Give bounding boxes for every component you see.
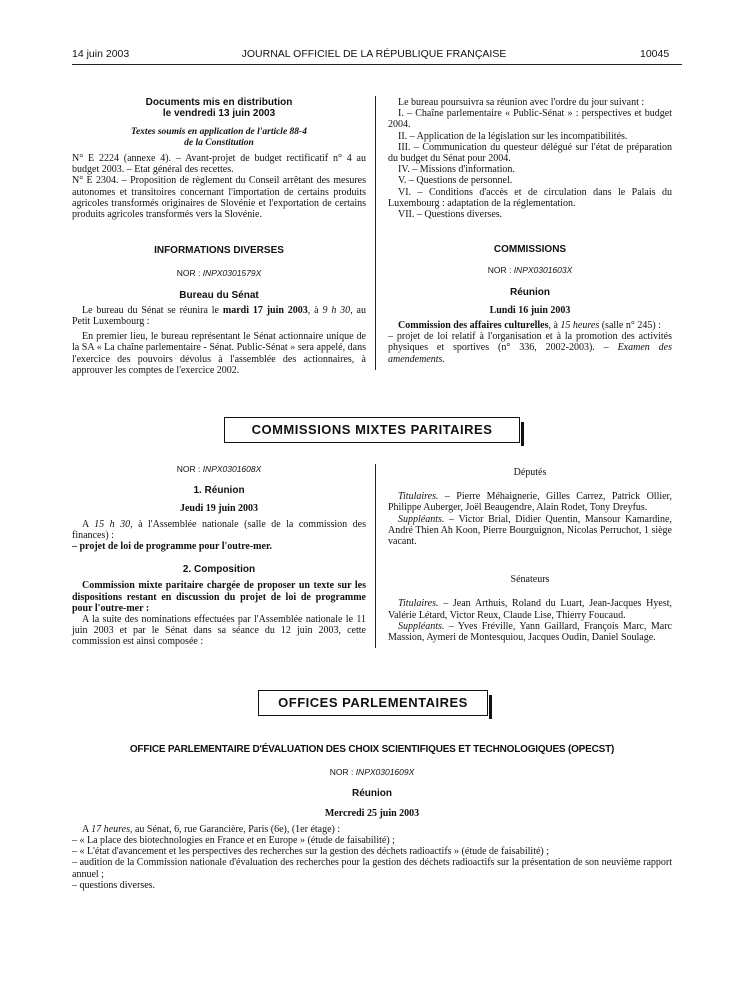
documents-subtitle-2: de la Constitution (184, 137, 254, 148)
text-bold: mardi 17 juin 2003 (222, 304, 308, 316)
agenda-item: IV. – Missions d'information. (398, 164, 515, 176)
informations-title: INFORMATIONS DIVERSES (154, 245, 284, 257)
documents-date: le vendredi 13 juin 2003 (162, 108, 276, 119)
cmp-composition-paragraph: A la suite des nominations effectuées par l'Assemblée nationale le 11 juin 2003 et par le Sénat dans sa séance du 12 juin 2003, cette commission est ainsi composée : (72, 614, 366, 648)
deputes-title: Députés (513, 467, 547, 478)
agenda-item: II. – Application de la législation sur les incompatibilités. (398, 130, 628, 142)
column-divider-top (375, 96, 376, 370)
commission-item (388, 331, 672, 365)
text: – Pierre Méhaignerie, Gilles Carrez, Patrick Ollier, Philippe Auberger, Joël Beaugendre, Alain Rodet, Tony Dreyfus. (388, 491, 672, 514)
nor-label: NOR : (176, 464, 201, 474)
offices-box-title: OFFICES PARLEMENTAIRES (258, 690, 488, 716)
cmp-date: Jeudi 19 juin 2003 (179, 503, 259, 515)
bureau-agenda (388, 97, 672, 365)
text-italic: Examen des amendements. (388, 342, 672, 365)
nor-label: NOR : (487, 265, 512, 276)
agenda-intro: Le bureau poursuivra sa réunion avec l'ordre du jour suivant : (398, 97, 645, 108)
bureau-title: Bureau du Sénat (179, 289, 259, 301)
nor-reference (72, 767, 672, 778)
opecst-paragraph (72, 824, 672, 835)
text: – Victor Brial, Didier Quentin, Mansour Kamardine, André Thien Ah Koon, Pierre Bourguignon, Nicolas Perruchot, 1 siège vacant. (388, 513, 672, 548)
agenda-item: III. – Communication du questeur délégué sur l'état de préparation du budget du Sénat pour 2004. (388, 141, 672, 165)
bureau-paragraph (72, 305, 366, 327)
text: – Yves Fréville, Yann Gaillard, François Marc, Marc Massion, Aymeri de Montesquiou, Jacques Oudin, Daniel Soulage. (388, 620, 672, 644)
opecst-item: – questions diverses. (72, 879, 156, 891)
agenda-item: VI. – Conditions d'accès et de circulation dans le Palais du Luxembourg : adaptation de la réglementation. (388, 186, 672, 209)
text-italic: 15 heures (560, 320, 600, 332)
text: A (82, 823, 92, 835)
commissions-title: COMMISSIONS (493, 244, 567, 256)
column-divider-middle (375, 464, 376, 648)
header-page-number: 10045 (640, 48, 670, 60)
opecst-title: OFFICE PARLEMENTAIRE D'ÉVALUATION DES CHOIX SCIENTIFIQUES ET TECHNOLOGIQUES (OPECST) (129, 744, 615, 755)
commission-line (388, 320, 672, 331)
cmp-composition-title: 2. Composition (182, 564, 256, 576)
text-italic: 15 h 30 (94, 518, 131, 530)
cmp-paragraph (72, 519, 366, 541)
deputes-suppleants (388, 514, 672, 548)
opecst-item: – « La place des biotechnologies en France et en Europe » (étude de faisabilité) ; (72, 835, 395, 847)
nor-code: INPX0301603X (513, 265, 573, 276)
text-italic: 17 heures (91, 823, 130, 835)
text: , au Sénat, 6, rue Garancière, Paris (6e), (1er étage) : (129, 823, 341, 835)
agenda-item: I. – Chaîne parlementaire « Public-Sénat » : perspectives et budget 2004. (388, 108, 672, 131)
offices-section (72, 744, 672, 891)
text: Le bureau du Sénat se réunira le (82, 304, 223, 316)
text: – projet de loi relatif à l'organisation et à la promotion des activités physiques et sportives (n° 336, 2002-2003). – (388, 331, 672, 354)
agenda-item: V. – Questions de personnel. (398, 175, 513, 187)
opecst-item: – audition de la Commission nationale d'évaluation des recherches pour la gestion des déchets radioactifs sur la présentation de son neuvième rapport annuel ; (72, 857, 672, 880)
document-item: N° E 2304. – Proposition de règlement du Conseil arrêtant des mesures autonomes et transitoires concernant l'importation de certains produits agricoles transformés originaires de Slovénie et l'exportation de certains produits agricoles transformés vers la Slovénie. (72, 175, 366, 221)
nor-label: NOR : (176, 268, 201, 279)
header-date: 14 juin 2003 (72, 48, 130, 60)
cmp-left-column (72, 464, 366, 648)
text: (salle n° 245) : (599, 320, 661, 332)
bureau-paragraph-2: En premier lieu, le bureau représentant le Sénat actionnaire unique de la SA « La chaîne parlementaire - Sénat. Public-Sénat » sera appelé, dans l'exercice des pouvoirs dévolus à l'assemblée des actionnaires, à approuver les comptes de l'exercice 2002. (72, 331, 366, 376)
documents-section (72, 97, 366, 376)
opecst-item: – « L'état d'avancement et les perspectives des recherches sur la gestion des déchets radioactifs » (étude de faisabilité) ; (72, 846, 550, 858)
label-italic: Titulaires. (398, 598, 439, 610)
header-title: JOURNAL OFFICIEL DE LA RÉPUBLIQUE FRANÇAISE (241, 48, 507, 60)
text: , au Petit Luxembourg : (72, 304, 366, 328)
documents-subtitle: Textes soumis en application de l'article 88-4 (131, 127, 307, 137)
nor-label: NOR : (329, 767, 354, 778)
cmp-right-column (388, 467, 672, 643)
label-italic: Titulaires. (398, 491, 439, 503)
nor-code: INPX0301609X (355, 767, 415, 778)
senateurs-title: Sénateurs (510, 574, 550, 586)
label-italic: Suppléants. (398, 620, 445, 632)
nor-code: INPX0301608X (202, 464, 262, 474)
document-item: N° E 2224 (annexe 4). – Avant-projet de budget rectificatif n° 4 au budget 2003. – Etat général des recettes. (72, 153, 366, 176)
text: , à l'Assemblée nationale (salle de la commission des finances) : (72, 518, 366, 541)
text: A (82, 518, 95, 530)
text-italic: 9 h 30 (322, 304, 351, 316)
label-italic: Suppléants. (398, 513, 445, 525)
nor-code: INPX0301579X (202, 268, 262, 279)
nor-reference (388, 265, 672, 276)
senateurs-suppleants (388, 621, 672, 643)
cmp-composition-heading: Commission mixte paritaire chargée de proposer un texte sur les dispositions restant en discussion du projet de loi de programme pour l'outre-mer : (72, 580, 366, 614)
reunion-date: Lundi 16 juin 2003 (489, 304, 571, 316)
opecst-reunion-title: Réunion (352, 788, 392, 800)
deputes-titulaires (388, 491, 672, 513)
opecst-date: Mercredi 25 juin 2003 (324, 807, 420, 819)
documents-title: Documents mis en distribution (145, 97, 293, 108)
text: , à (307, 304, 323, 316)
text: – Jean Arthuis, Roland du Luart, Jean-Jacques Hyest, Valérie Létard, Victor Reux, Claude Lise, Thierry Foucaud. (388, 598, 672, 621)
senateurs-titulaires (388, 598, 672, 620)
agenda-item: VII. – Questions diverses. (398, 209, 503, 221)
reunion-title: Réunion (510, 286, 550, 298)
text-bold: Commission des affaires culturelles (398, 320, 549, 332)
cmp-reunion-title: 1. Réunion (193, 485, 245, 497)
cmp-item: – projet de loi de programme pour l'outre-mer. (72, 541, 272, 553)
text: , à (548, 320, 561, 332)
header-rule (72, 64, 682, 65)
cmp-box-title: COMMISSIONS MIXTES PARITAIRES (224, 417, 520, 443)
nor-reference (72, 464, 366, 475)
nor-reference (72, 268, 366, 279)
